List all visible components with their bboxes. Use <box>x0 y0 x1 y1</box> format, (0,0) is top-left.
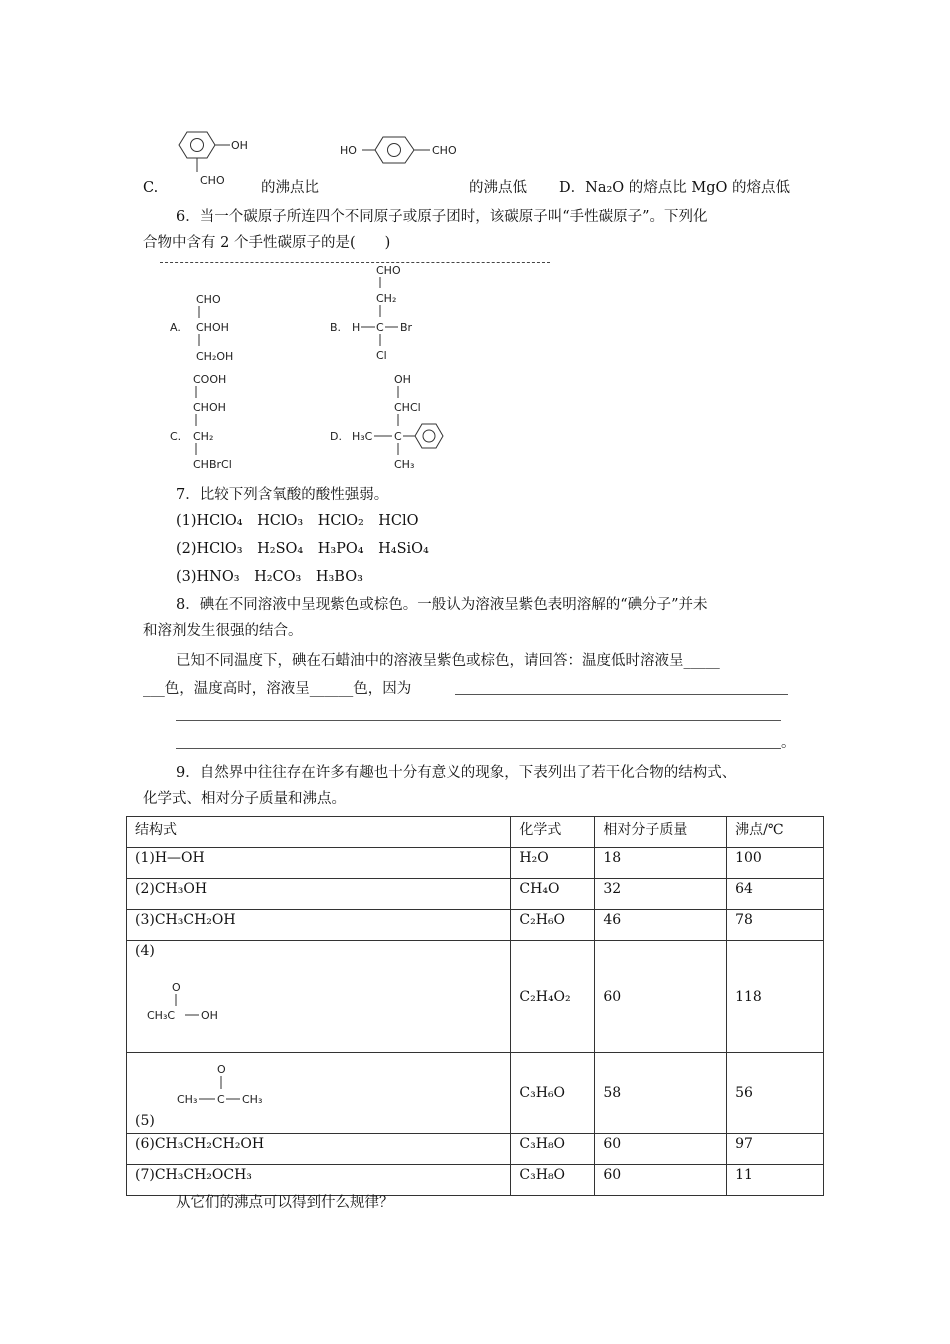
p-hydroxybenzaldehyde-structure <box>338 132 468 168</box>
svg-text:C.: C. <box>170 430 182 443</box>
table-header-row <box>127 817 824 848</box>
structure-cell: (7)CH₃CH₂OCH₃ <box>127 1165 511 1196</box>
svg-text:CH₃C: CH₃C <box>147 1009 176 1022</box>
formula-cell: C₃H₆O <box>511 1053 595 1134</box>
svg-text:OH: OH <box>394 373 411 386</box>
header-cell: 结构式 <box>127 817 511 848</box>
mass-cell: 32 <box>595 879 727 910</box>
answer-blank[interactable] <box>176 720 781 721</box>
q5-c-text1: 的沸点比 <box>261 180 319 196</box>
mass-cell: 46 <box>595 910 727 941</box>
q8-stem-line3: 已知不同温度下，碘在石蜡油中的溶液呈紫色或棕色，请回答：温度低时溶液呈_____ <box>176 653 720 669</box>
q5-option-d: D．Na₂O 的熔点比 MgO 的熔点低 <box>559 180 791 196</box>
q6-option-a-structure <box>168 290 278 365</box>
svg-text:CH₂: CH₂ <box>376 292 397 305</box>
boiling-point-cell: 100 <box>727 848 824 879</box>
q7-item-1: (1)HClO₄ HClO₃ HClO₂ HClO <box>176 513 419 529</box>
compound-table <box>126 816 824 1196</box>
answer-blank[interactable] <box>455 694 788 695</box>
mass-cell: 60 <box>595 1165 727 1196</box>
q8-stem-line4: ___色，温度高时，溶液呈______色，因为 <box>143 681 412 697</box>
svg-text:Cl: Cl <box>376 349 387 362</box>
q5-c-label: C. <box>143 180 159 196</box>
q9-stem-line2: 化学式、相对分子质量和沸点。 <box>143 791 346 807</box>
structure-cell: (1)H—OH <box>127 848 511 879</box>
row-number: (4) <box>135 943 155 959</box>
answer-blank[interactable] <box>176 748 781 749</box>
structure-cell <box>127 1053 511 1134</box>
mass-cell: 18 <box>595 848 727 879</box>
formula-cell: CH₄O <box>511 879 595 910</box>
q6-stem-line2: 合物中含有 2 个手性碳原子的是( ) <box>143 235 391 251</box>
svg-text:CHOH: CHOH <box>193 401 226 414</box>
boiling-point-cell: 97 <box>727 1134 824 1165</box>
q6-stem-line1: 6．当一个碳原子所连四个不同原子或原子团时，该碳原子叫“手性碳原子”。下列化 <box>176 209 708 225</box>
svg-text:O: O <box>217 1063 226 1076</box>
table-row <box>127 1134 824 1165</box>
oh-group: OH <box>231 139 248 152</box>
svg-text:COOH: COOH <box>193 373 227 386</box>
svg-text:OH: OH <box>201 1009 218 1022</box>
boiling-point-cell: 56 <box>727 1053 824 1134</box>
svg-text:CHOH: CHOH <box>196 321 229 334</box>
svg-text:CH₃: CH₃ <box>242 1093 263 1106</box>
svg-text:CHBrCl: CHBrCl <box>193 458 232 471</box>
structure-cell: (2)CH₃OH <box>127 879 511 910</box>
q5-c-text2: 的沸点低 <box>469 180 527 196</box>
header-cell: 沸点/℃ <box>727 817 824 848</box>
boiling-point-cell: 11 <box>727 1165 824 1196</box>
ho-group: HO <box>340 144 357 157</box>
svg-text:CHO: CHO <box>376 264 401 277</box>
acetone-structure <box>173 1061 283 1111</box>
svg-text:B.: B. <box>330 321 342 334</box>
formula-cell: H₂O <box>511 848 595 879</box>
mass-cell: 60 <box>595 1134 727 1165</box>
q8-end-mark: 。 <box>781 735 796 751</box>
svg-text:H₃C: H₃C <box>352 430 373 443</box>
svg-text:C: C <box>217 1093 225 1106</box>
formula-cell: C₃H₈O <box>511 1134 595 1165</box>
svg-text:Br: Br <box>400 321 413 334</box>
q9-question: 从它们的沸点可以得到什么规律？ <box>176 1195 394 1211</box>
svg-text:CHO: CHO <box>196 293 221 306</box>
formula-cell: C₂H₆O <box>511 910 595 941</box>
row-number: (5) <box>135 1113 155 1129</box>
svg-text:C: C <box>376 321 384 334</box>
q9-stem-line1: 9．自然界中往往存在许多有趣也十分有意义的现象，下表列出了若干化合物的结构式、 <box>176 765 737 781</box>
header-cell: 化学式 <box>511 817 595 848</box>
boiling-point-cell: 64 <box>727 879 824 910</box>
q8-stem-line2: 和溶剂发生很强的结合。 <box>143 623 303 639</box>
svg-text:D.: D. <box>330 430 342 443</box>
q6-option-b-structure <box>328 261 438 364</box>
mass-cell: 60 <box>595 941 727 1053</box>
boiling-point-cell: 78 <box>727 910 824 941</box>
table-row <box>127 879 824 910</box>
structure-cell: (3)CH₃CH₂OH <box>127 910 511 941</box>
mass-cell: 58 <box>595 1053 727 1134</box>
q8-stem-line1: 8．碘在不同溶液中呈现紫色或棕色。一般认为溶液呈紫色表明溶解的“碘分子”并未 <box>176 597 708 613</box>
svg-text:CH₃: CH₃ <box>177 1093 198 1106</box>
q7-item-2: (2)HClO₃ H₂SO₄ H₃PO₄ H₄SiO₄ <box>176 541 429 557</box>
svg-text:CH₃: CH₃ <box>394 458 415 471</box>
header-cell: 相对分子质量 <box>595 817 727 848</box>
table-row <box>127 1165 824 1196</box>
formula-cell: C₃H₈O <box>511 1165 595 1196</box>
svg-text:CH₂OH: CH₂OH <box>196 350 234 363</box>
cho-group: CHO <box>200 174 225 187</box>
q7-item-3: (3)HNO₃ H₂CO₃ H₃BO₃ <box>176 569 363 585</box>
q6-option-d-structure <box>328 370 458 474</box>
structure-cell <box>127 941 511 1053</box>
svg-text:H: H <box>352 321 361 334</box>
boiling-point-cell: 118 <box>727 941 824 1053</box>
table-row <box>127 1053 824 1134</box>
table-row <box>127 910 824 941</box>
svg-text:C: C <box>394 430 402 443</box>
svg-text:A.: A. <box>170 321 181 334</box>
formula-cell: C₂H₄O₂ <box>511 941 595 1053</box>
q7-title: 7．比较下列含氧酸的酸性强弱。 <box>176 487 389 503</box>
o-hydroxybenzaldehyde-structure <box>172 126 267 192</box>
acetic-acid-structure <box>145 979 255 1029</box>
table-row <box>127 941 824 1053</box>
svg-text:CHCl: CHCl <box>394 401 421 414</box>
svg-text:O: O <box>172 981 181 994</box>
q6-option-c-structure <box>168 370 278 474</box>
table-row <box>127 848 824 879</box>
cho-group: CHO <box>432 144 457 157</box>
structure-cell: (6)CH₃CH₂CH₂OH <box>127 1134 511 1165</box>
svg-text:CH₂: CH₂ <box>193 430 214 443</box>
